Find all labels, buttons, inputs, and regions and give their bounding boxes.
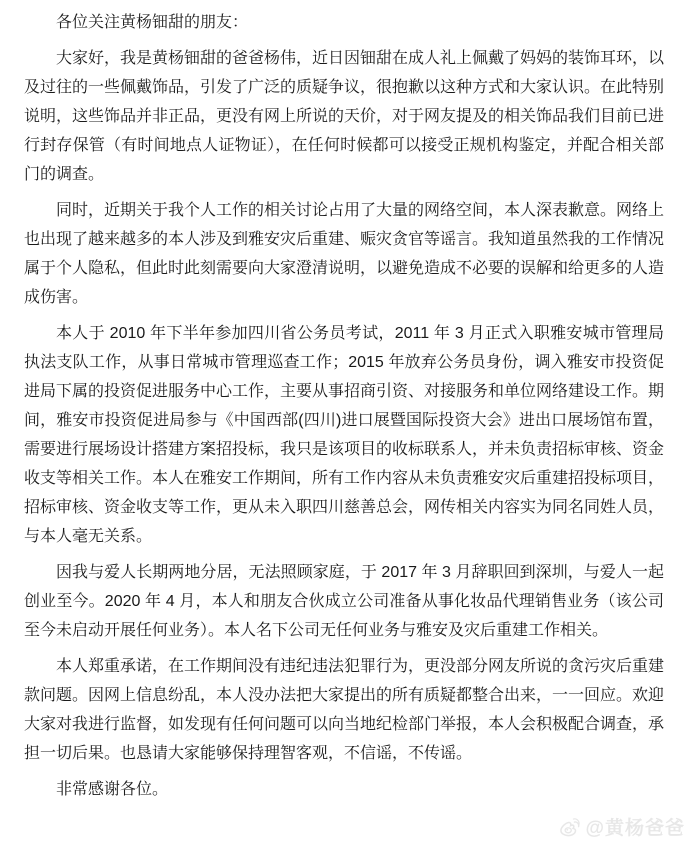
paragraph-resignation-business: 因我与爱人长期两地分居，无法照顾家庭，于 2017 年 3 月辞职回到深圳，与爱人一起创业至今。2020 年 4 月，本人和朋友合伙成立公司准备从事化妆品代理销售业务（该公司至今未启动开展任何业务）。本人名下公司无任何业务与雅安及灾后重建工作相关。 — [24, 564, 664, 639]
weibo-watermark — [558, 813, 685, 840]
paragraph-apology-rumors: 同时，近期关于我个人工作的相关讨论占用了大量的网络空间，本人深表歉意。网络上也出现了越来越多的本人涉及到雅安灾后重建、赈灾贪官等谣言。我知道虽然我的工作情况属于个人隐私，但此时此刻需要向大家澄清说明，以避免造成不必要的误解和给更多的人造成伤害。 — [24, 202, 665, 306]
paragraph-intro-jewelry: 大家好，我是黄杨钿甜的爸爸杨伟，近日因钿甜在成人礼上佩戴了妈妈的装饰耳环，以及过往的一些佩戴饰品，引发了广泛的质疑争议，很抱歉以这种方式和大家认识。在此特别说明，这些饰品并非正品，更没有网上所说的天价，对于网友提及的相关饰品我们目前已进行封存保管（有时间地点人证物证），在任何时候都可以接受正规机构鉴定，并配合相关部门的调查。 — [24, 50, 665, 183]
closing: 非常感谢各位。 — [56, 781, 169, 798]
watermark-handle: @黄杨爸爸 — [585, 818, 685, 839]
salutation: 各位关注黄杨钿甜的朋友： — [56, 14, 249, 31]
paragraph-pledge: 本人郑重承诺，在工作期间没有违纪违法犯罪行为，更没部分网友所说的贪污灾后重建款问题。因网上信息纷乱，本人没办法把大家提出的所有质疑都整合出来，一一回应。欢迎大家对我进行监督，如发现有任何问题可以向当地纪检部门举报，本人会积极配合调查，承担一切后果。也恳请大家能够保持理智客观，不信谣，不传谣。 — [24, 658, 665, 762]
weibo-logo-icon — [558, 815, 582, 839]
paragraph-work-history: 本人于 2010 年下半年参加四川省公务员考试，2011 年 3 月正式入职雅安城市管理局执法支队工作，从事日常城市管理巡查工作；2015 年放弃公务员身份，调入雅安市投资促进局下属的投资促进服务中心工作，主要从事招商引资、对接服务和单位网络建设工作。期间，雅安市投资促进局参与《中国西部(四川)进口展暨国际投资大会》进出口展场馆布置，需要进行展场设计搭建方案招投标，我只是该项目的收标联系人，并未负责招标审核、资金收支等相关工作。本人在雅安工作期间，所有工作内容从未负责雅安灾后重建招投标项目，招标审核、资金收支等工作，更从未入职四川慈善总会，网传相关内容实为同名同姓人员，与本人毫无关系。 — [24, 325, 665, 545]
